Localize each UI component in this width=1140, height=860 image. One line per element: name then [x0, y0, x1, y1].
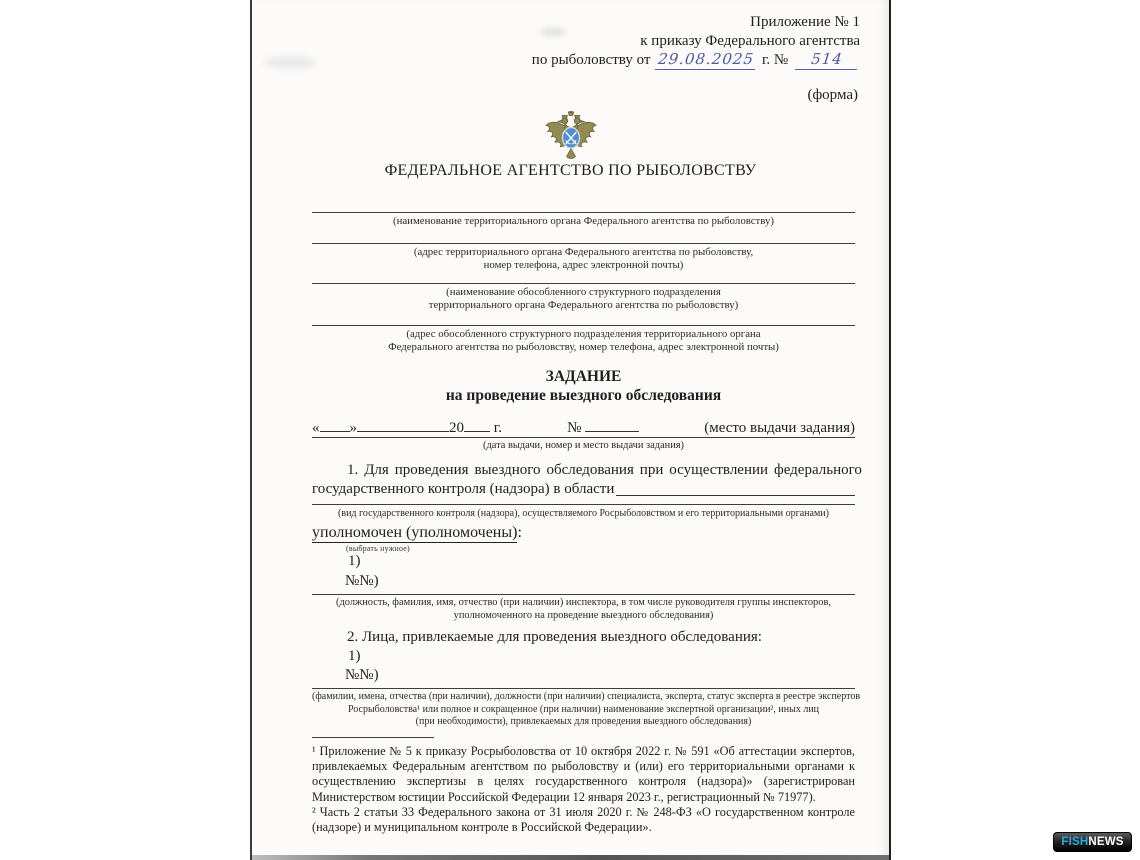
order-number-prefix: г. №	[761, 52, 789, 68]
caption-line: (при необходимости), привлекаемых для проведения выездного обследования)	[415, 716, 752, 728]
blank-field-line	[312, 325, 855, 326]
fishnews-logo-news: NEWS	[1088, 836, 1124, 848]
para1-line1: 1. Для проведения выездного обследования при осуществлении федерального	[347, 462, 862, 478]
list-item-numbers: №№)	[345, 573, 379, 589]
field-caption	[312, 246, 855, 271]
document-title	[312, 368, 855, 405]
handwritten-order-date: 29.08.2025	[655, 50, 757, 70]
handwritten-order-number: 514	[795, 50, 859, 70]
caption-line: (дата выдачи, номер и место выдачи задания)	[483, 440, 684, 451]
footnotes	[312, 744, 855, 835]
para2-title: 2. Лица, привлекаемые для проведения выездного обследования:	[347, 629, 762, 645]
year-prefix: 20	[449, 420, 464, 436]
order-reference-line: к приказу Федерального агентства	[640, 32, 860, 49]
para1-line2-text: государственного контроля (надзора) в области	[312, 481, 615, 497]
field-caption	[312, 328, 855, 353]
field-caption	[312, 508, 855, 521]
blank-field-line	[312, 243, 855, 244]
blank-field-line	[312, 212, 855, 213]
field-caption	[312, 440, 855, 453]
title-line-2: на проведение выездного обследования	[445, 386, 722, 404]
close-quote: »	[349, 420, 357, 436]
appendix-number-line: Приложение № 1	[750, 14, 860, 30]
fishnews-logo-fish: FISH	[1061, 836, 1089, 848]
field-caption	[312, 215, 855, 228]
agency-title: ФЕДЕРАЛЬНОЕ АГЕНТСТВО ПО РЫБОЛОВСТВУ	[384, 162, 757, 179]
field-caption	[312, 691, 861, 729]
field-caption	[312, 286, 855, 311]
date-number-place-row	[312, 418, 855, 437]
scan-smudge	[264, 56, 316, 69]
list-item-1: 1)	[348, 553, 361, 569]
caption-line: уполномоченного на проведение выездного обследования)	[453, 609, 714, 621]
authorized-text: уполномочен (уполномочены)	[312, 524, 518, 541]
caption-line: (наименование обособленного структурного подразделения	[446, 286, 721, 298]
number-blank	[585, 418, 639, 432]
order-date-prefix: по рыболовству от	[531, 52, 651, 68]
caption-line: (адрес территориального органа Федерального агентства по рыболовству,	[413, 246, 754, 258]
year-suffix: г.	[493, 420, 502, 436]
caption-line: Федерального агентства по рыболовству, номер телефона, адрес электронной почты)	[388, 340, 779, 353]
blank-fill-line	[616, 480, 855, 496]
list-item-numbers: №№)	[345, 667, 379, 683]
caption-line: (должность, фамилия, имя, отчество (при наличии) инспектора, в том числе руководителя группы инспекторов,	[336, 597, 831, 608]
blank-field-line	[312, 504, 855, 505]
footnote-1: ¹ Приложение № 5 к приказу Росрыболовства от 10 октября 2022 г. № 591 «Об аттестации экспертов, привлекаемых Федеральным агентством по рыболовству и (или) его территориальными органами к осуществлению экспертизы в целях государственного контроля (надзора)» (зарегистрирован Министерством юстиции Российской Федерации 12 января 2023 г., регистрационный № 71977).	[312, 744, 855, 804]
month-blank	[357, 418, 449, 432]
footnote-2: ² Часть 2 статьи 33 Федерального закона от 31 июля 2020 г. № 248-ФЗ «О государственном контроле (надзоре) и муниципальном контроле в Российской Федерации».	[312, 804, 855, 835]
caption-line: (наименование территориального органа Федерального агентства по рыболовству)	[393, 215, 774, 227]
choose-note: (выбрать нужное)	[346, 544, 410, 553]
number-group	[567, 418, 639, 437]
list-item-1: 1)	[348, 648, 361, 664]
authorized-colon: :	[517, 524, 522, 541]
authorized-line	[312, 523, 855, 542]
blank-field-line	[312, 688, 855, 689]
document-body	[312, 0, 862, 860]
caption-line: территориального органа Федерального агентства по рыболовству)	[428, 298, 739, 311]
year-blank	[464, 418, 490, 432]
footnote-separator	[312, 737, 434, 738]
place-of-issue-label: (место выдачи задания)	[704, 420, 855, 436]
fishnews-logo	[1053, 832, 1132, 852]
caption-line: (фамилии, имена, отчества (при наличии), должности (при наличии) специалиста, эксперта, статус эксперта в реестре экспертов	[312, 691, 861, 702]
caption-line: (адрес обособленного структурного подразделения территориального органа	[406, 328, 761, 340]
open-quote: «	[312, 420, 320, 436]
forma-label: (форма)	[807, 87, 858, 103]
date-group	[312, 418, 502, 437]
blank-field-line	[312, 283, 855, 284]
blank-field-line	[312, 437, 855, 438]
caption-line: (вид государственного контроля (надзора), осуществляемого Росрыболовством и его территориальными органами)	[338, 508, 829, 519]
para1-line2	[312, 480, 855, 499]
caption-line: Росрыболовства¹ или полное и сокращенное (при наличии) наименование экспертной организации², иных лиц	[347, 703, 820, 715]
number-sign: №	[567, 420, 582, 436]
day-blank	[320, 418, 350, 432]
blank-field-line	[312, 594, 855, 595]
caption-line: номер телефона, адрес электронной почты)	[483, 258, 684, 271]
scanned-document-page	[250, 0, 891, 860]
title-line-1: ЗАДАНИЕ	[545, 368, 622, 385]
field-caption	[312, 597, 855, 622]
